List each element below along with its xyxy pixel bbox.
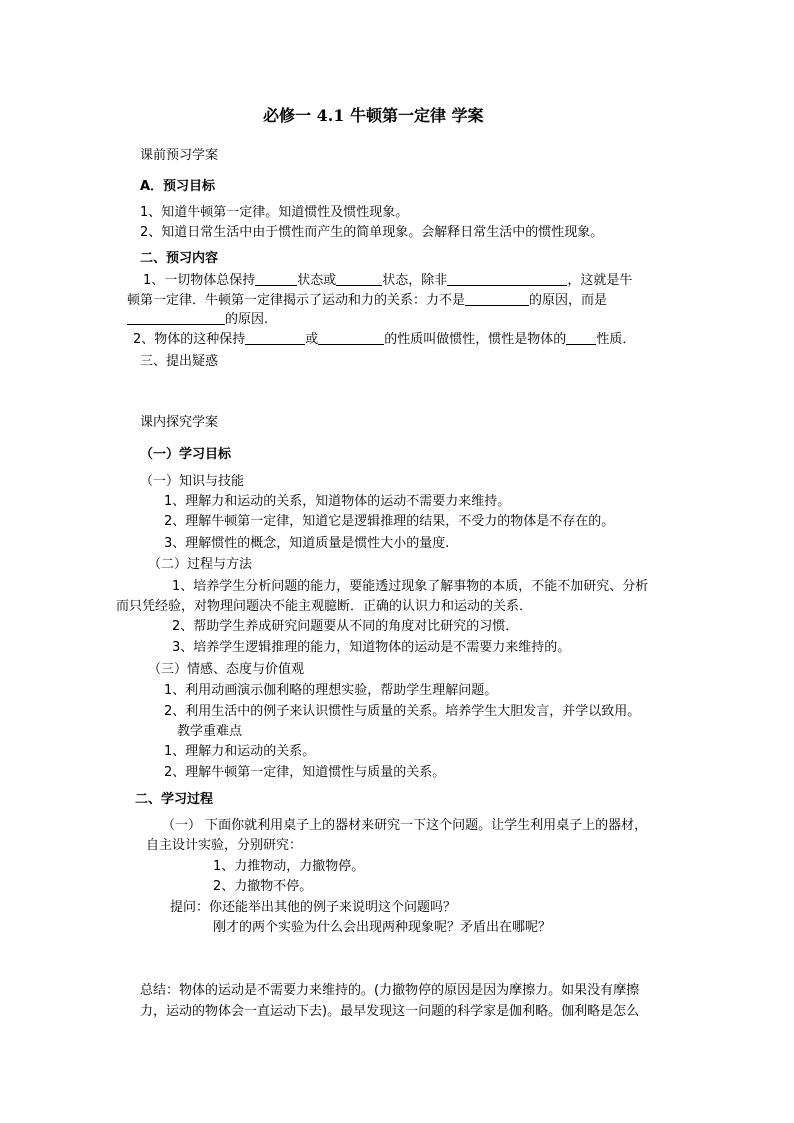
question-2: 刚才的两个实验为什么会出现两种现象呢？矛盾出在哪呢？ [213,920,552,935]
preview-question-1-line-2: 顿第一定律．牛顿第一定律揭示了运动和力的关系：力不是 的原因，而是 [127,293,608,308]
knowledge-item-3: 3、理解惯性的概念，知道质量是惯性大小的量度. [164,536,450,551]
inclass-goals-heading: （一）学习目标 [140,447,232,462]
knowledge-item-1: 1、理解力和运动的关系，知道物体的运动不需要力来维持。 [164,494,511,509]
knowledge-heading: （一）知识与技能 [140,474,245,489]
experiment-line-1: （一） 下面你就利用桌子上的器材来研究一下这个问题。让学生利用桌子上的器材， [162,818,648,833]
preview-content-heading: 二、预习内容 [140,251,219,266]
process-heading: （二）过程与方法 [148,557,253,572]
section-heading-inclass: 课内探究学案 [140,415,219,430]
preview-question-1-line-3: 的原因. [127,310,268,330]
fill-blank[interactable] [465,291,529,306]
process-item-2: 2、帮助学生养成研究问题要从不同的角度对比研究的习惯． [172,619,519,634]
process-item-1-line-1: 1、培养学生分析问题的能力，要能透过现象了解事物的本质，不能不加研究、分析 [172,579,649,594]
experiment-line-2: 自主设计实验，分别研究： [146,838,303,853]
question-1: 提问：你还能举出其他的例子来说明这个问题吗？ [170,900,457,915]
summary-line-1: 总结：物体的运动是不需要力来维持的。(力撤物停的原因是因为摩擦力。如果没有摩擦 [140,983,640,998]
page-title: 必修一 4.1 牛顿第一定律 学案 [263,106,484,125]
fill-blank[interactable] [255,271,297,286]
preview-doubts: 三、提出疑惑 [140,354,219,369]
preview-goal-heading: A．预习目标 [140,179,216,194]
fill-blank[interactable] [336,271,382,286]
preview-question-1-line-1: 1、一切物体总保持 状态或 状态，除非 ，这就是牛 [143,273,633,288]
fill-blank[interactable] [318,330,384,345]
process-item-1-line-2: 而只凭经验，对物理问题决不能主观臆断．正确的认识力和运动的关系． [116,599,533,614]
preview-question-2: 2、物体的这种保持 或 的性质叫做惯性，惯性是物体的 性质． [133,332,636,347]
keypoint-2: 2、理解牛顿第一定律，知道惯性与质量的关系。 [164,765,446,780]
keypoint-1: 1、理解力和运动的关系。 [164,744,316,759]
experiment-step-2: 2、力撤物不停。 [213,879,313,894]
process-item-3: 3、培养学生逻辑推理的能力，知道物体的运动是不需要力来维持的。 [172,640,571,655]
section-heading-preview: 课前预习学案 [140,148,219,163]
preview-goal-2: 2、知道日常生活中由于惯性而产生的简单现象。会解释日常生活中的惯性现象。 [140,225,604,240]
learning-process-heading: 二、学习过程 [135,792,214,807]
knowledge-item-2: 2、理解牛顿第一定律，知道它是逻辑推理的结果，不受力的物体是不存在的。 [164,514,615,529]
fill-blank[interactable] [566,330,596,345]
emotion-heading: （三）情感、态度与价值观 [148,662,305,677]
experiment-step-1: 1、力推物动，力撤物停。 [213,859,365,874]
preview-goal-1: 1、知道牛顿第一定律。知道惯性及惯性现象。 [140,205,409,220]
emotion-item-2: 2、利用生活中的例子来认识惯性与质量的关系。培养学生大胆发言，并学以致用。 [164,704,641,719]
summary-line-2: 力，运动的物体会一直运动下去)。最早发现这一问题的科学家是伽利略。伽利略是怎么 [140,1004,640,1019]
emotion-item-1: 1、利用动画演示伽利略的理想实验，帮助学生理解问题。 [164,683,498,698]
fill-blank[interactable] [447,271,567,286]
keypoints-heading: 教学重难点 [177,724,243,739]
fill-blank[interactable] [245,330,305,345]
fill-blank[interactable] [127,310,225,325]
